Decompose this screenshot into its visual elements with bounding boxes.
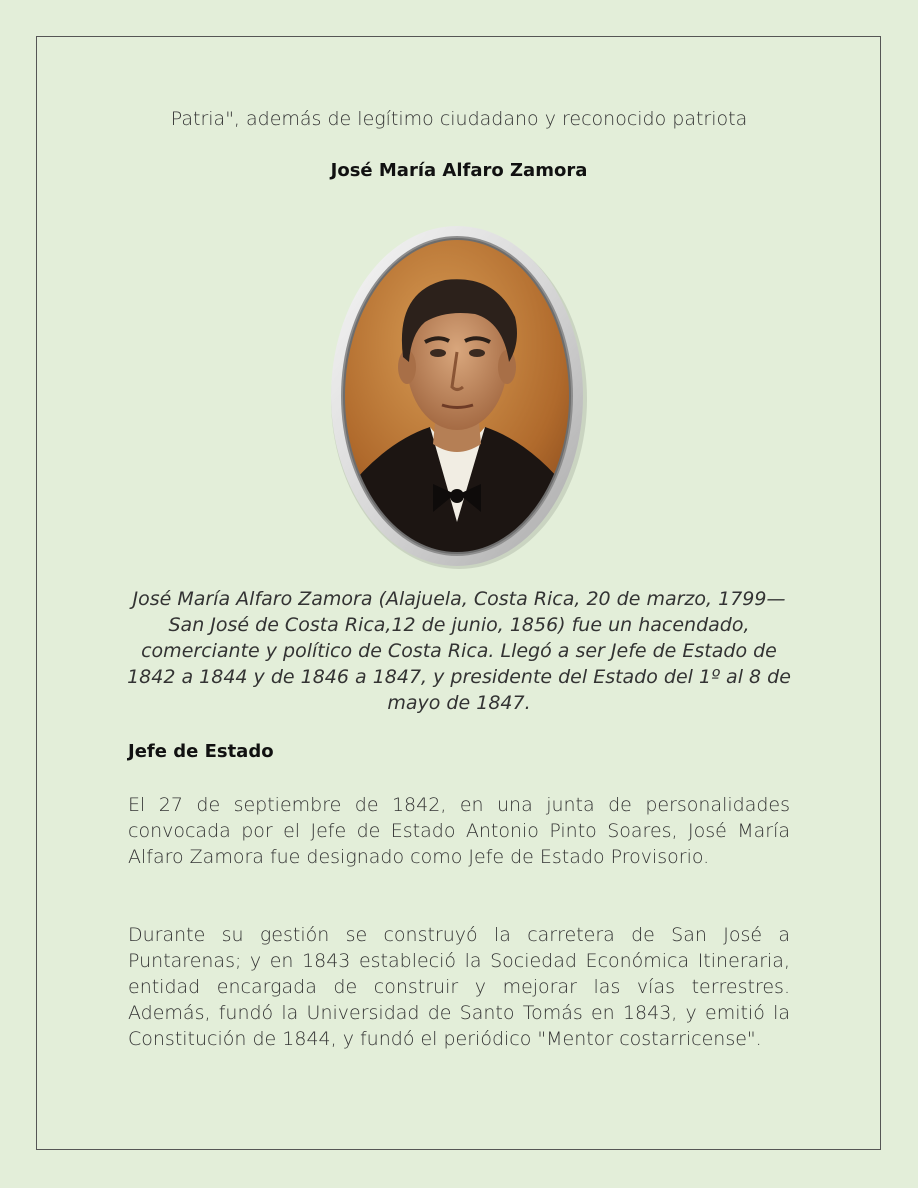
page-title: José María Alfaro Zamora bbox=[330, 160, 588, 181]
body-paragraph: Durante su gestión se construyó la carretera de San José a Puntarenas; y en 1843 estableció la Sociedad Económica Itineraria, entidad encargada de construir y mejorar las vías terrestres. Además, fundó la Universidad de Santo Tomás en 1843, y emitió la Constitución de 1844, y fundó el periódico "Mentor costarricense". bbox=[128, 924, 790, 1050]
section-heading: Jefe de Estado bbox=[128, 741, 274, 762]
body-paragraph: El 27 de septiembre de 1842, en una junta de personalidades convocada por el Jefe de Estado Antonio Pinto Soares, José María Alfaro Zamora fue designado como Jefe de Estado Provisorio. bbox=[128, 794, 790, 868]
portrait-caption: José María Alfaro Zamora (Alajuela, Costa Rica, 20 de marzo, 1799—San José de Costa Rica,12 de junio, 1856) fue un hacendado, comerciante y político de Costa Rica. Llegó a ser Jefe de Estado de 1842 a 1844 y de 1846 a 1847, y presidente del Estado del 1º al 8 de mayo de 1847. bbox=[127, 588, 791, 714]
intro-line: Patria", además de legítimo ciudadano y reconocido patriota bbox=[170, 108, 748, 130]
portrait-image bbox=[325, 222, 589, 570]
